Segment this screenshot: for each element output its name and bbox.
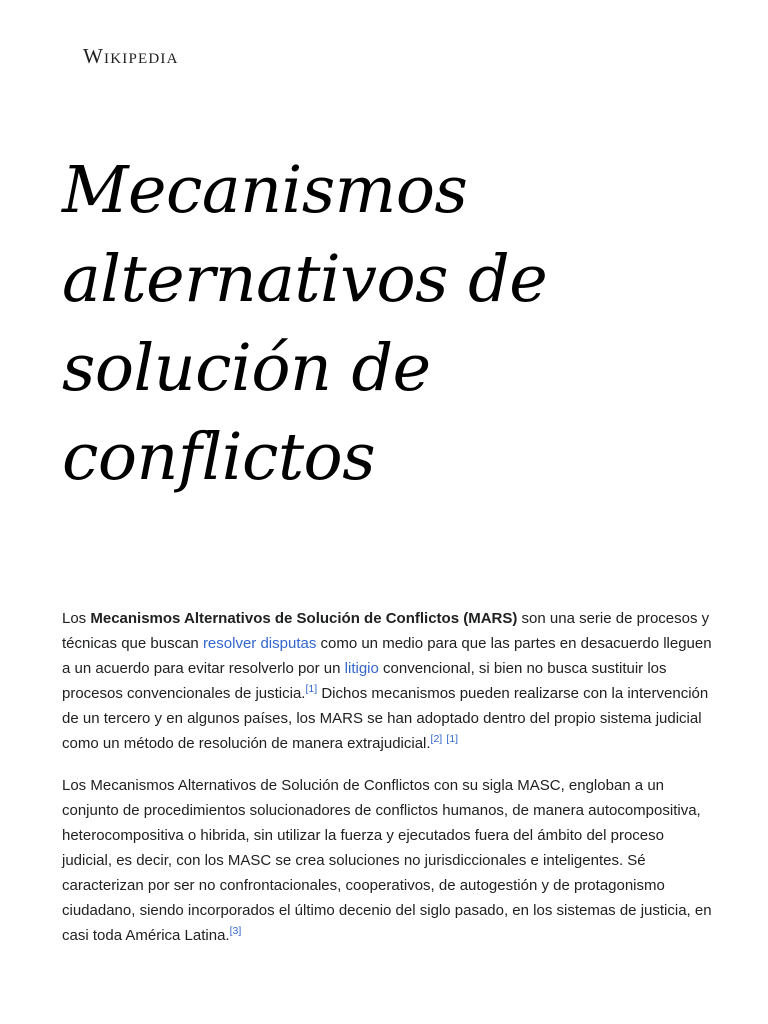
text-run: son una serie de procesos y técnicas que buscan: [62, 610, 710, 652]
title-line: alternativos de: [62, 242, 548, 317]
title-line: conflictos: [62, 420, 376, 495]
citation: [305, 683, 317, 695]
citation: [230, 925, 242, 937]
text-run: como un medio para que las partes en desacuerdo lleguen a un acuerdo para evitar resolverlo por un: [62, 635, 712, 677]
page-title: [62, 146, 702, 502]
paragraph-intro: [62, 606, 712, 756]
text-run: Los Mecanismos Alternativos de Solución de Conflictos con su sigla MASC, engloban a un conjunto de procedimientos solucionadores de conflictos humanos, de manera autocompositiva, heterocompositiva o hibrida, sin utilizar la fuerza y ejecutados fuera del ámbito del proceso judicial, es decir, con los MASC se crea soluciones no jurisdiccionales e inteligentes. Sé caracterizan por ser no confrontacionales, cooperativos, de autogestión y de protagonismo ciudadano, siendo incorporados el último decenio del siglo pasado, en los sistemas de justicia, en casi toda América Latina.: [62, 777, 712, 944]
citation-link[interactable]: [2]: [430, 733, 443, 745]
link-litigio[interactable]: litigio: [344, 660, 379, 677]
citation: [431, 733, 443, 745]
title-line: solución de: [62, 331, 431, 406]
wikipedia-logo[interactable]: Wikipedia: [83, 44, 179, 68]
citation-link[interactable]: [3]: [229, 925, 242, 937]
bold-term: Mecanismos Alternativos de Solución de Conflictos (MARS): [90, 610, 518, 627]
article-content: [62, 606, 712, 965]
paragraph-masc: [62, 773, 712, 948]
citation: [446, 733, 458, 745]
text-run: Dichos mecanismos pueden realizarse con la intervención de un tercero y en algunos países, los MARS se han adoptado dentro del propio sistema judicial como un método de resolución de manera extrajudicial.: [62, 685, 709, 752]
title-line: Mecanismos: [62, 153, 468, 228]
link-resolver-disputas[interactable]: resolver disputas: [202, 635, 317, 652]
citation-link[interactable]: [1]: [305, 683, 318, 695]
citation-link[interactable]: [1]: [446, 733, 459, 745]
text-run: Los: [62, 610, 91, 627]
text-run: convencional, si bien no busca sustituir los procesos convencionales de justicia.: [62, 660, 667, 702]
